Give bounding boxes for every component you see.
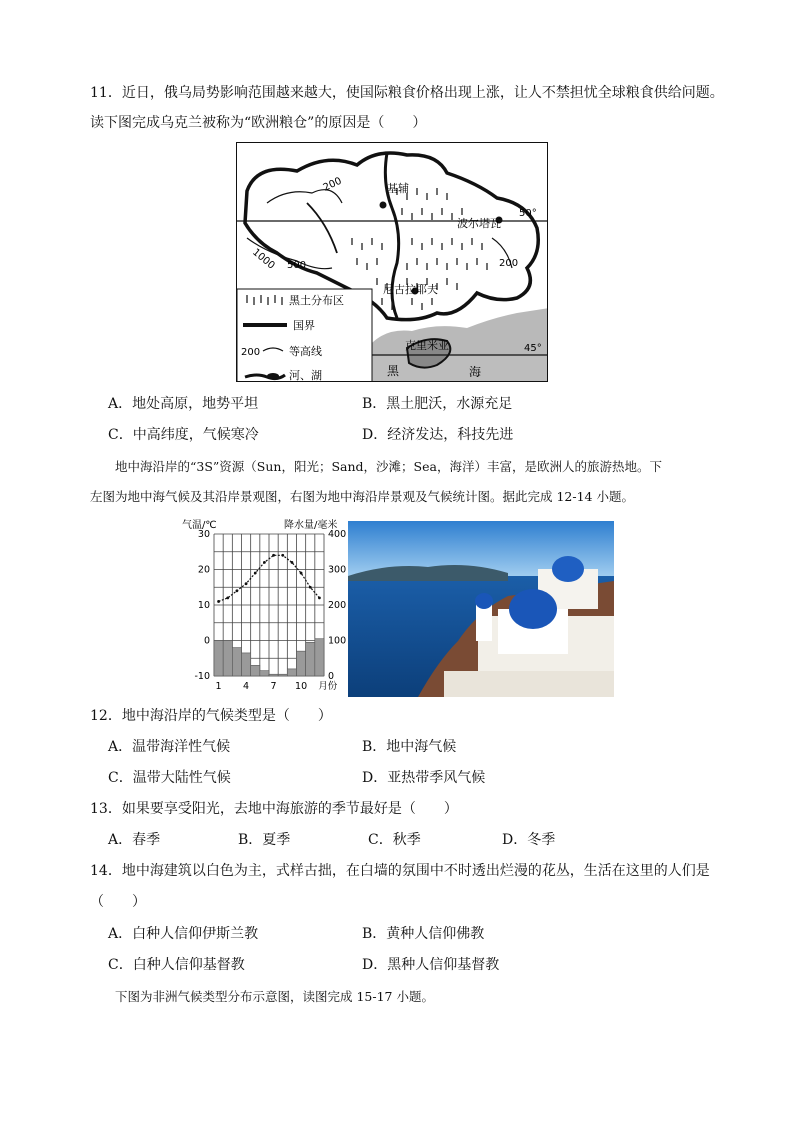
q14-option-b[interactable]: B．黄种人信仰佛教 — [362, 926, 485, 942]
q11-stem-line2: 读下图完成乌克兰被称为“欧洲粮仓”的原因是（ ） — [90, 115, 427, 131]
x-tick-label: 7 — [270, 681, 277, 692]
q11-option-b[interactable]: B．黑土肥沃，水源充足 — [362, 396, 513, 412]
temperature-point-12 — [318, 597, 321, 600]
q12-option-b[interactable]: B．地中海气候 — [362, 739, 457, 755]
label-contour-500: 500 — [287, 260, 307, 271]
q12-option-c[interactable]: C．温带大陆性气候 — [108, 770, 231, 786]
precip-bar-5 — [251, 665, 260, 676]
temperature-point-1 — [217, 600, 220, 603]
q13-option-d[interactable]: D．冬季 — [502, 832, 556, 848]
legend-lake-swatch — [267, 373, 279, 379]
river-west — [307, 203, 337, 253]
temperature-point-10 — [300, 572, 303, 575]
label-kyiv: 基辅 — [387, 182, 409, 195]
label-black: 黑 — [387, 364, 400, 378]
left-tick-label: 20 — [197, 564, 210, 576]
right-tick-label: 100 — [328, 635, 346, 647]
temperature-point-4 — [245, 582, 248, 585]
x-tick-label: 4 — [243, 681, 250, 692]
left-tick-label: -10 — [194, 671, 210, 682]
right-tick-label: 200 — [328, 600, 346, 611]
climate-chart-svg — [180, 518, 346, 696]
photo-small-dome — [475, 593, 493, 609]
left-tick-label: 10 — [197, 600, 210, 611]
right-tick-label: 300 — [328, 564, 346, 576]
temperature-point-9 — [291, 561, 294, 564]
left-tick-label: 0 — [203, 635, 210, 647]
q13-stem: 13．如果要享受阳光，去地中海旅游的季节最好是（ ） — [90, 801, 458, 817]
ukraine-map — [236, 142, 548, 382]
precip-bar-3 — [232, 648, 241, 676]
label-contour-200-a: 200 — [321, 175, 344, 194]
temperature-point-8 — [281, 554, 284, 557]
photo-foreground-buildings — [444, 671, 614, 697]
q14-option-a[interactable]: A．白种人信仰伊斯兰教 — [108, 926, 259, 942]
left-tick-label: 30 — [197, 529, 210, 540]
temperature-point-7 — [272, 554, 275, 557]
q11-option-d[interactable]: D．经济发达，科技先进 — [362, 427, 514, 443]
photo-blue-dome-main — [509, 589, 557, 629]
precip-bar-4 — [242, 653, 251, 676]
q12-option-a[interactable]: A．温带海洋性气候 — [108, 739, 231, 755]
intro-12-14-line1: 地中海沿岸的“3S”资源（Sun，阳光；Sand，沙滩；Sea，海洋）丰富，是欧洲人的旅游热地。下 — [115, 459, 662, 474]
q11-option-a[interactable]: A．地处高原，地势平坦 — [108, 396, 259, 412]
temperature-point-6 — [263, 561, 266, 564]
precip-bar-10 — [297, 651, 306, 676]
q12-stem: 12．地中海沿岸的气候类型是（ ） — [90, 708, 332, 724]
label-contour-200-b: 200 — [499, 258, 519, 269]
precip-bar-1 — [214, 641, 223, 677]
climate-chart — [180, 518, 346, 696]
contour-200-a — [267, 190, 342, 203]
photo-blue-dome-upper — [552, 556, 584, 582]
precip-bar-2 — [223, 641, 232, 677]
right-tick-label: 400 — [328, 529, 346, 540]
chart-left-axis-title: 气温/℃ — [182, 520, 217, 531]
legend-contour-label: 等高线 — [289, 345, 322, 358]
q13-option-c[interactable]: C．秋季 — [368, 832, 421, 848]
label-mykolaiv: 尼古拉耶夫 — [383, 283, 438, 296]
precip-bar-6 — [260, 671, 269, 676]
legend-border-label: 国界 — [293, 319, 315, 332]
q14-option-c[interactable]: C．白种人信仰基督教 — [108, 957, 245, 973]
q14-stem-line2: （ ） — [90, 894, 146, 910]
precip-bar-12 — [315, 639, 324, 676]
legend-black-soil-label: 黑土分布区 — [289, 294, 344, 307]
x-tick-label: 1 — [215, 681, 222, 692]
x-tick-label: 10 — [295, 681, 308, 692]
precip-bar-9 — [287, 669, 296, 676]
label-contour-1000: 1000 — [250, 246, 277, 272]
intro-15-17: 下图为非洲气候类型分布示意图，读图完成 15-17 小题。 — [115, 989, 434, 1004]
temperature-point-2 — [226, 597, 229, 600]
q14-option-d[interactable]: D．黑种人信仰基督教 — [362, 957, 500, 973]
label-lat-50: 50° — [519, 208, 537, 219]
legend-river-label: 河、湖 — [289, 369, 322, 382]
x-axis-unit-label: 月份 — [318, 681, 338, 692]
precip-bar-8 — [278, 674, 287, 676]
temperature-point-3 — [236, 589, 239, 592]
q13-option-b[interactable]: B．夏季 — [238, 832, 291, 848]
santorini-photo-svg — [348, 521, 614, 697]
precip-bar-7 — [269, 674, 278, 676]
q12-option-d[interactable]: D．亚热带季风气候 — [362, 770, 486, 786]
q14-stem-line1: 14．地中海建筑以白色为主，式样古拙，在白墙的氛围中不时透出烂漫的花丛，生活在这里的人们是 — [90, 863, 710, 879]
ukraine-map-svg — [237, 143, 548, 382]
kyiv-dot — [380, 202, 387, 209]
temperature-point-5 — [254, 572, 257, 575]
q13-option-a[interactable]: A．春季 — [108, 832, 161, 848]
right-tick-label: 0 — [328, 671, 335, 682]
chart-right-axis-title: 降水量/毫米 — [284, 520, 338, 531]
q11-stem-line1: 11．近日，俄乌局势影响范围越来越大，使国际粮食价格出现上涨，让人不禁担忧全球粮食供给问题。 — [90, 85, 724, 101]
mediterranean-photo — [348, 521, 614, 697]
q11-option-c[interactable]: C．中高纬度，气候寒冷 — [108, 427, 259, 443]
temperature-point-11 — [309, 586, 312, 589]
label-lat-45: 45° — [524, 343, 542, 354]
legend-contour-number: 200 — [241, 347, 261, 358]
label-crimea: 克里米亚 — [405, 339, 449, 352]
label-poltava: 波尔塔瓦 — [457, 217, 501, 230]
intro-12-14-line2: 左图为地中海气候及其沿岸景观图，右图为地中海沿岸景观及气候统计图。据此完成 12-14 小题。 — [90, 489, 634, 504]
label-sea: 海 — [469, 365, 482, 379]
precip-bar-11 — [306, 642, 315, 676]
